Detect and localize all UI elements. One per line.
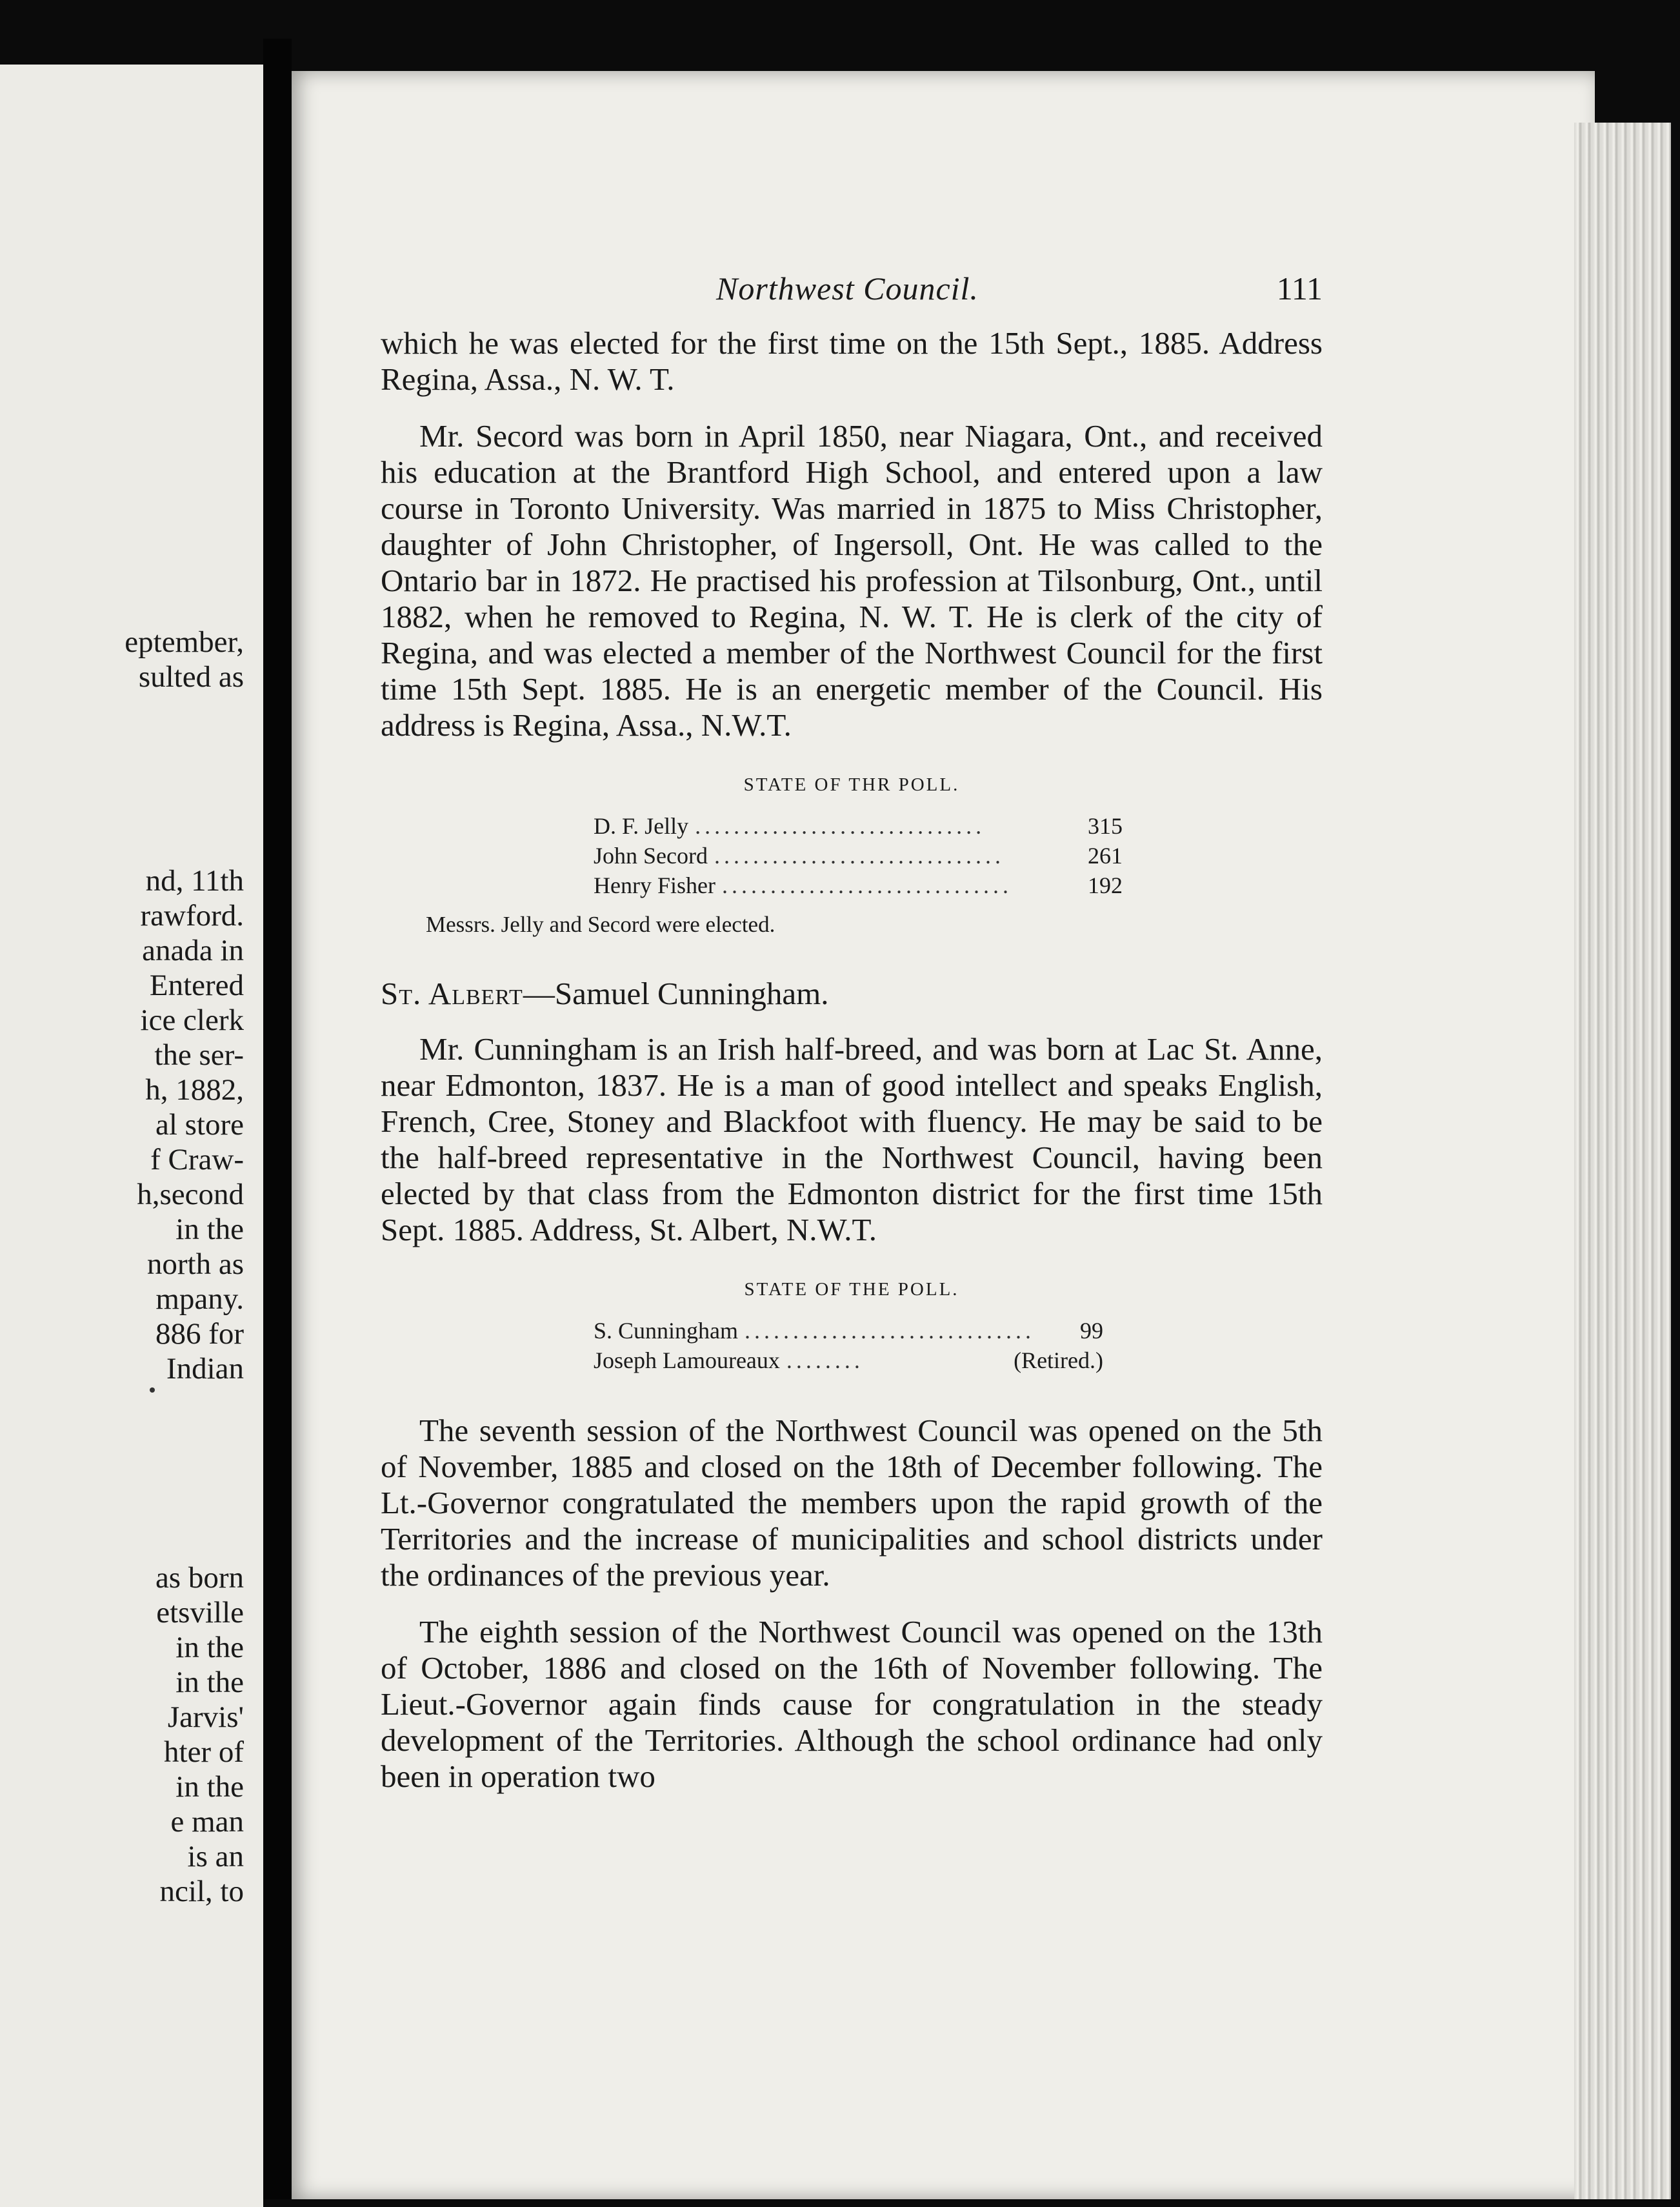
leader-dots: .............................. [695, 813, 986, 839]
vote-count: 99 [1080, 1318, 1103, 1344]
poll-row [594, 1316, 1103, 1345]
facing-page-fragment: is an [187, 1840, 244, 1873]
spacer [381, 1375, 1323, 1413]
poll-heading: STATE OF THR POLL. [743, 774, 960, 795]
vote-count: 261 [1088, 843, 1123, 869]
poll-table [594, 1316, 1103, 1375]
facing-page-fragment: 886 for [155, 1317, 244, 1351]
facing-page-fragment: in the [175, 1631, 244, 1664]
ink-speck [150, 1387, 155, 1393]
facing-page-fragment: nd, 11th [145, 864, 244, 898]
facing-page-fragment: the ser- [154, 1038, 244, 1072]
paragraph-eighth-session: The eighth session of the Northwest Council was opened on the 13th of October, 1886 and closed on the 16th of November following. The Lieut.-Governor again finds cause for congratulation in the steady development of the Territories. Although the school ordinance had only been in operation two [381, 1614, 1323, 1794]
paragraph-continued: which he was elected for the first time on the 15th Sept., 1885. Address Regina, Assa., N. W. T. [381, 325, 1323, 397]
vote-count: 315 [1088, 813, 1123, 839]
page-content [381, 270, 1323, 1815]
vote-status: (Retired.) [1014, 1347, 1103, 1373]
candidate-name: D. F. Jelly [594, 813, 689, 839]
candidate-name: Joseph Lamoureaux [594, 1347, 780, 1373]
facing-page-fragment: etsville [156, 1596, 244, 1629]
facing-page-fragment: in the [175, 1666, 244, 1699]
facing-page-fragment: rawford. [140, 899, 244, 932]
paragraph-secord-bio: Mr. Secord was born in April 1850, near Niagara, Ont., and received his education at the Brantford High School, and entered upon a law course in Toronto University. Was married in 1875 to Miss Christopher, daughter of John Christopher, of Ingersoll, Ont. He was called to the Ontario bar in 1872. He practised his profession at Tilsonburg, Ont., until 1882, when he removed to Regina, N. W. T. He is clerk of the city of Regina, and was elected a member of the Northwest Council for the first time 15th Sept. 1885. He is an energetic member of the Council. His address is Regina, Assa., N.W.T. [381, 418, 1323, 743]
facing-page-fragment: ice clerk [140, 1003, 244, 1037]
leader-dots: .............................. [745, 1318, 1035, 1344]
leader-dots: .............................. [714, 843, 1005, 869]
candidate-name: S. Cunningham [594, 1318, 739, 1344]
poll-row [594, 841, 1123, 871]
facing-page-fragment: in the [175, 1213, 244, 1246]
facing-page-fragment: Entered [149, 969, 244, 1002]
facing-page-fragment: f Craw- [150, 1143, 244, 1176]
candidate-name: John Secord [594, 843, 708, 869]
leader-dots: .............................. [721, 872, 1012, 898]
facing-page-fragment: as born [155, 1561, 244, 1595]
vote-count: 192 [1088, 872, 1123, 898]
poll-row [594, 871, 1123, 900]
book-gutter [263, 39, 292, 2199]
leader-dots: ........ [786, 1347, 864, 1373]
facing-page-fragment: Indian [166, 1352, 244, 1386]
poll-row [594, 1345, 1103, 1375]
poll-table [594, 811, 1123, 900]
facing-page-fragment: al store [155, 1108, 244, 1142]
running-head [381, 270, 1323, 321]
page-edges [1574, 123, 1671, 2199]
facing-page-fragment: in the [175, 1770, 244, 1804]
facing-page-fragment: Jarvis' [167, 1700, 244, 1734]
paragraph-seventh-session: The seventh session of the Northwest Council was opened on the 5th of November, 1885 and closed on the 18th of December following. The Lt.-Governor congratulated the members upon the rapid growth of the Territories and the increase of municipalities and school districts under the ordinances of the previous year. [381, 1413, 1323, 1593]
facing-page-fragment: hter of [164, 1735, 244, 1769]
facing-page-fragment: eptember, [125, 625, 244, 659]
page-number: 111 [1276, 270, 1323, 307]
facing-page-fragment: sulted as [138, 660, 244, 694]
section-heading [381, 975, 1323, 1012]
district-name: St. Albert [381, 976, 523, 1011]
candidate-name: Henry Fisher [594, 872, 715, 898]
poll-heading: STATE OF THE POLL. [744, 1279, 959, 1300]
facing-page-fragment: h, 1882, [145, 1073, 244, 1107]
facing-page-fragment: anada in [142, 934, 244, 967]
facing-page-fragment: h,second [137, 1178, 244, 1211]
facing-page-fragment: ncil, to [159, 1875, 244, 1908]
member-name: —Samuel Cunningham. [523, 976, 829, 1011]
facing-page-fragment: mpany. [155, 1282, 244, 1316]
running-title: Northwest Council. [716, 270, 979, 307]
facing-page [0, 65, 263, 2207]
facing-page-fragment: north as [146, 1247, 244, 1281]
facing-page-fragment: e man [170, 1805, 244, 1839]
paragraph-cunningham-bio: Mr. Cunningham is an Irish half-breed, and was born at Lac St. Anne, near Edmonton, 1837. He is a man of good intellect and speaks English, French, Cree, Stoney and Blackfoot with fluency. He may be said to be the half-breed representative in the Northwest Council, having been elected by that class from the Edmonton district for the first time 15th Sept. 1885. Address, St. Albert, N.W.T. [381, 1031, 1323, 1247]
poll-row [594, 811, 1123, 841]
poll-note: Messrs. Jelly and Secord were elected. [426, 912, 775, 937]
